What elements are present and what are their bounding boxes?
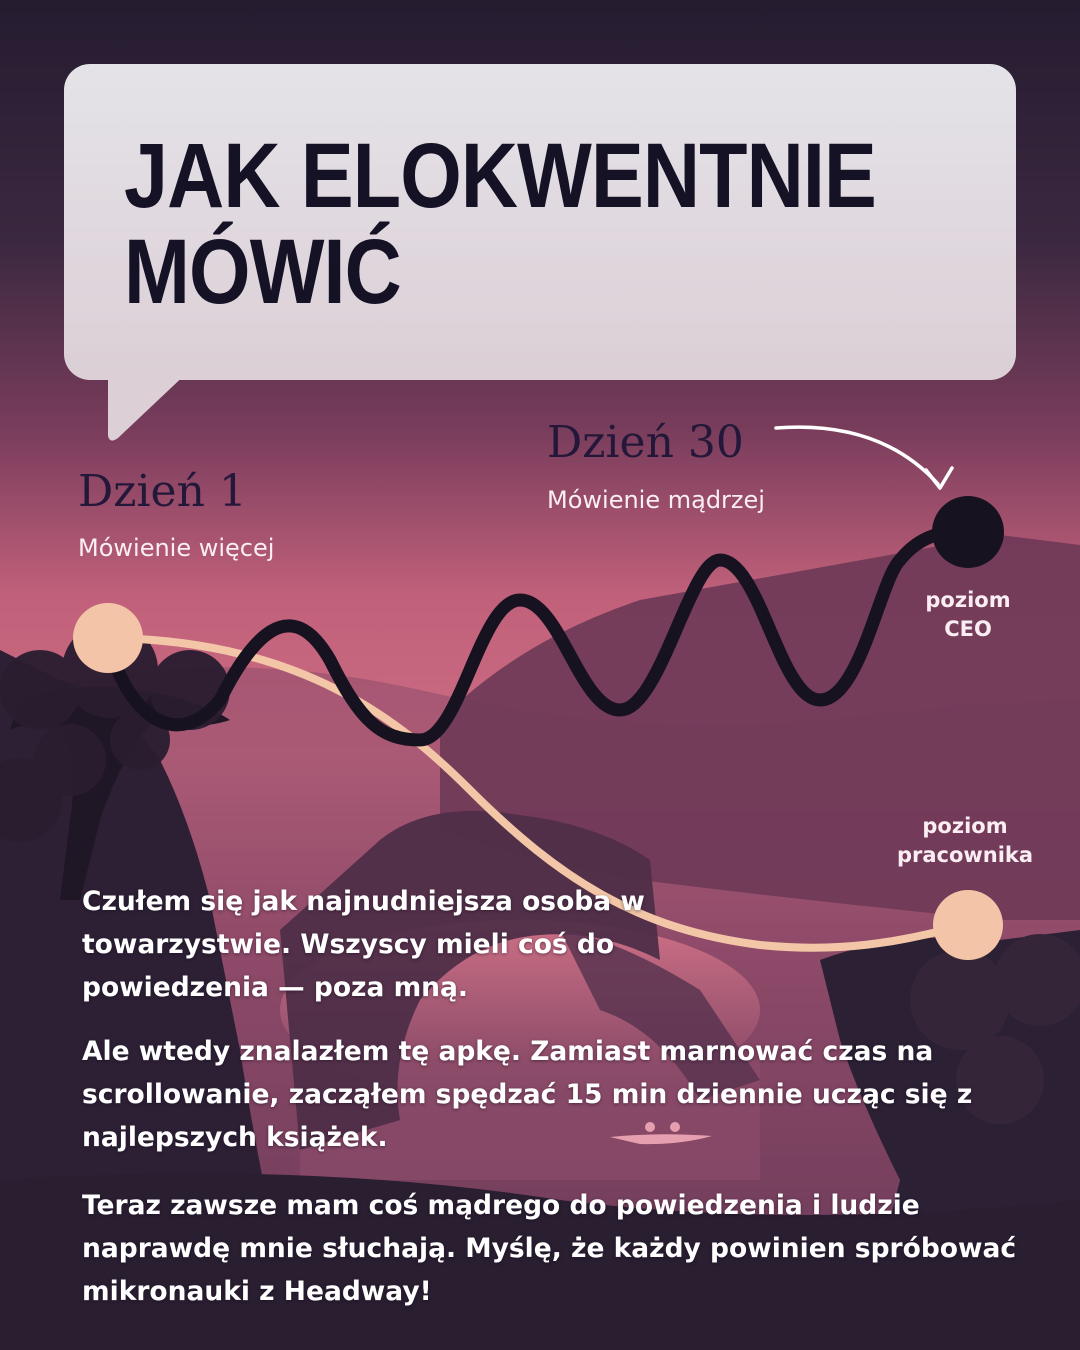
paragraph-2: Ale wtedy znalazłem tę apkę. Zamiast marnować czas na scrollowanie, zacząłem spędzać 15 min dziennie ucząc się z najlepszych książek. bbox=[82, 1036, 973, 1153]
paragraph-3: Teraz zawsze mam coś mądrego do powiedzenia i ludzie naprawdę mnie słuchają. Myślę, że każdy powinien spróbować mikronauki z Headway! bbox=[82, 1190, 1017, 1307]
day-end-label: Dzień 30 bbox=[547, 417, 744, 468]
day-start-label: Dzień 1 bbox=[78, 466, 247, 517]
ceo-level-line bbox=[108, 532, 968, 740]
paragraph-1: Czułem się jak najnudniejsza osoba w towarzystwie. Wszyscy mieli coś do powiedzenia — poza mną. bbox=[82, 886, 645, 1003]
ceo-node bbox=[932, 496, 1004, 568]
start-node bbox=[73, 603, 143, 673]
day-end-caption: Mówienie mądrzej bbox=[547, 486, 765, 514]
curved-arrow-icon bbox=[776, 427, 938, 484]
day-start-caption: Mówienie więcej bbox=[78, 534, 275, 562]
ceo-level-label: poziom CEO bbox=[925, 588, 1011, 641]
employee-level-label: poziom pracownika bbox=[896, 814, 1034, 867]
page-title: JAK ELOKWENTNIE MÓWIĆ bbox=[124, 125, 876, 323]
employee-node bbox=[933, 890, 1003, 960]
